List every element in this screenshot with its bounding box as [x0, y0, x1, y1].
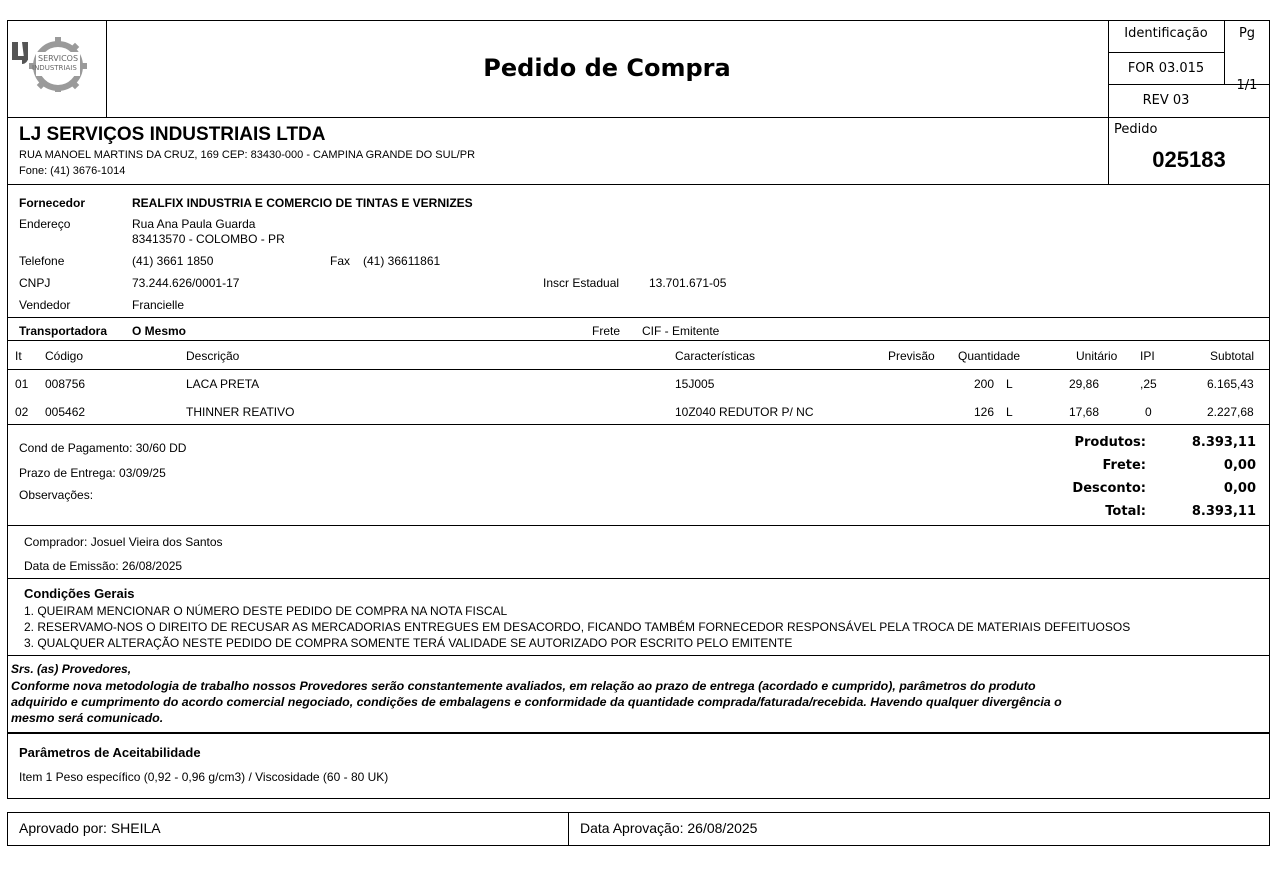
payment-terms: Cond de Pagamento: 30/60 DD — [19, 441, 187, 455]
item-code: 005462 — [45, 405, 86, 419]
acceptance-title: Parâmetros de Aceitabilidade — [19, 745, 201, 760]
item-description: THINNER REATIVO — [186, 405, 295, 419]
carrier-label: Transportadora — [19, 324, 108, 338]
item-description: LACA PRETA — [186, 377, 260, 391]
approval-date: Data Aprovação: 26/08/2025 — [580, 820, 758, 836]
freight-value: CIF - Emitente — [642, 324, 720, 338]
notice-line-1: Conforme nova metodologia de trabalho nossos Provedores serão constantemente avaliados, em relação ao prazo de entrega (acordado e cumprido), parâmetros do produto — [11, 679, 1036, 693]
phone-label: Telefone — [19, 254, 65, 268]
supplier-name: REALFIX INDUSTRIA E COMERCIO DE TINTAS E VERNIZES — [132, 196, 473, 210]
cnpj-value: 73.244.626/0001-17 — [132, 276, 240, 290]
company-name: LJ SERVIÇOS INDUSTRIAIS LTDA — [19, 124, 326, 145]
item-characteristics: 10Z040 REDUTOR P/ NC — [675, 405, 814, 419]
carrier-value: O Mesmo — [132, 324, 187, 338]
company-address: RUA MANOEL MARTINS DA CRUZ, 169 CEP: 83430-000 - CAMPINA GRANDE DO SUL/PR — [19, 149, 476, 161]
item-unit: 17,68 — [1069, 405, 1100, 419]
state-registration-value: 13.701.671-05 — [649, 276, 727, 290]
col-characteristics: Características — [675, 349, 756, 363]
freight-label: Frete — [592, 324, 621, 338]
item-it: 02 — [15, 405, 29, 419]
notice-line-3: mesmo será comunicado. — [11, 711, 164, 725]
seller-value: Francielle — [132, 298, 185, 312]
acceptance-text: Item 1 Peso específico (0,92 - 0,96 g/cm3) / Viscosidade (60 - 80 UK) — [19, 770, 389, 784]
col-quantity: Quantidade — [958, 349, 1021, 363]
discount-label: Desconto: — [1072, 481, 1146, 496]
conditions-title: Condições Gerais — [24, 586, 135, 601]
company-phone: Fone: (41) 3676-1014 — [19, 165, 126, 177]
col-forecast: Previsão — [888, 349, 935, 363]
identification-label: Identificação — [1124, 26, 1208, 41]
item-it: 01 — [15, 377, 29, 391]
delivery-deadline: Prazo de Entrega: 03/09/25 — [19, 466, 166, 480]
col-it: It — [15, 349, 22, 363]
item-quantity: 200 — [974, 377, 995, 391]
address-line-1: Rua Ana Paula Guarda — [132, 217, 256, 231]
item-code: 008756 — [45, 377, 86, 391]
item-characteristics: 15J005 — [675, 377, 715, 391]
page-title: Pedido de Compra — [483, 54, 731, 82]
address-label: Endereço — [19, 217, 71, 231]
issue-date: Data de Emissão: 26/08/2025 — [24, 559, 183, 573]
item-uom: L — [1006, 377, 1013, 391]
state-registration-label: Inscr Estadual — [543, 276, 620, 290]
notes-label: Observações: — [19, 488, 94, 502]
freight-total-label: Frete: — [1102, 458, 1146, 473]
order-label: Pedido — [1114, 122, 1158, 137]
fax-label: Fax — [330, 254, 351, 268]
acceptance-section — [7, 733, 1270, 799]
condition-line-3: 3. QUALQUER ALTERAÇÃO NESTE PEDIDO DE COMPRA SOMENTE TERÁ VALIDADE SE AUTORIZADO POR ESCRITO PELO EMITENTE — [24, 636, 793, 650]
page-label: Pg — [1238, 26, 1256, 41]
col-subtotal: Subtotal — [1210, 349, 1255, 363]
item-quantity: 126 — [974, 405, 995, 419]
form-code: FOR 03.015 — [1127, 61, 1205, 76]
col-unit: Unitário — [1076, 349, 1118, 363]
col-description: Descrição — [186, 349, 240, 363]
approved-by: Aprovado por: SHEILA — [19, 820, 161, 836]
fax-value: (41) 36611861 — [363, 254, 441, 268]
table-row — [0, 405, 1283, 419]
order-number: 025183 — [1152, 147, 1226, 172]
revision: REV 03 — [1142, 93, 1190, 108]
notice-greeting: Srs. (as) Provedores, — [11, 662, 132, 676]
condition-line-2: 2. RESERVAMO-NOS O DIREITO DE RECUSAR AS MERCADORIAS ENTREGUES EM DESACORDO, FICANDO TAMBÉM FORNECEDOR RESPONSÁVEL PELA TROCA DE MATERIAIS DEFEITUOSOS — [24, 620, 1131, 634]
total-value: 8.393,11 — [1191, 504, 1256, 519]
supplier-label: Fornecedor — [19, 196, 86, 210]
products-value: 8.393,11 — [1191, 435, 1256, 450]
table-row — [0, 377, 1283, 391]
buyer-name: Comprador: Josuel Vieira dos Santos — [24, 535, 223, 549]
freight-total-value: 0,00 — [1223, 458, 1256, 473]
total-label: Total: — [1105, 504, 1146, 519]
products-label: Produtos: — [1074, 435, 1146, 450]
item-subtotal: 2.227,68 — [1207, 405, 1254, 419]
item-ipi: 0 — [1145, 405, 1152, 419]
col-ipi: IPI — [1140, 349, 1155, 363]
item-subtotal: 6.165,43 — [1207, 377, 1254, 391]
cnpj-label: CNPJ — [19, 276, 51, 290]
logo-text-2: INDUSTRIAIS — [32, 64, 77, 72]
items-header — [0, 349, 1283, 363]
item-unit: 29,86 — [1069, 377, 1100, 391]
col-code: Código — [45, 349, 84, 363]
seller-label: Vendedor — [19, 298, 71, 312]
address-line-2: 83413570 - COLOMBO - PR — [132, 232, 285, 246]
condition-line-1: 1. QUEIRAM MENCIONAR O NÚMERO DESTE PEDIDO DE COMPRA NA NOTA FISCAL — [24, 604, 508, 618]
notice-line-2: adquirido e cumprimento do acordo comercial negociado, condições de embalagens e conformidade da quantidade comprada/faturada/recebida. Havendo qualquer divergência o — [11, 695, 1062, 709]
logo-text-1: SERVICOS — [38, 54, 79, 63]
page-number: 1/1 — [1236, 78, 1258, 93]
company-logo — [10, 32, 102, 92]
discount-value: 0,00 — [1223, 481, 1256, 496]
phone-value: (41) 3661 1850 — [132, 254, 214, 268]
buyer-section — [7, 525, 1270, 579]
item-uom: L — [1006, 405, 1013, 419]
item-ipi: ,25 — [1140, 377, 1157, 391]
